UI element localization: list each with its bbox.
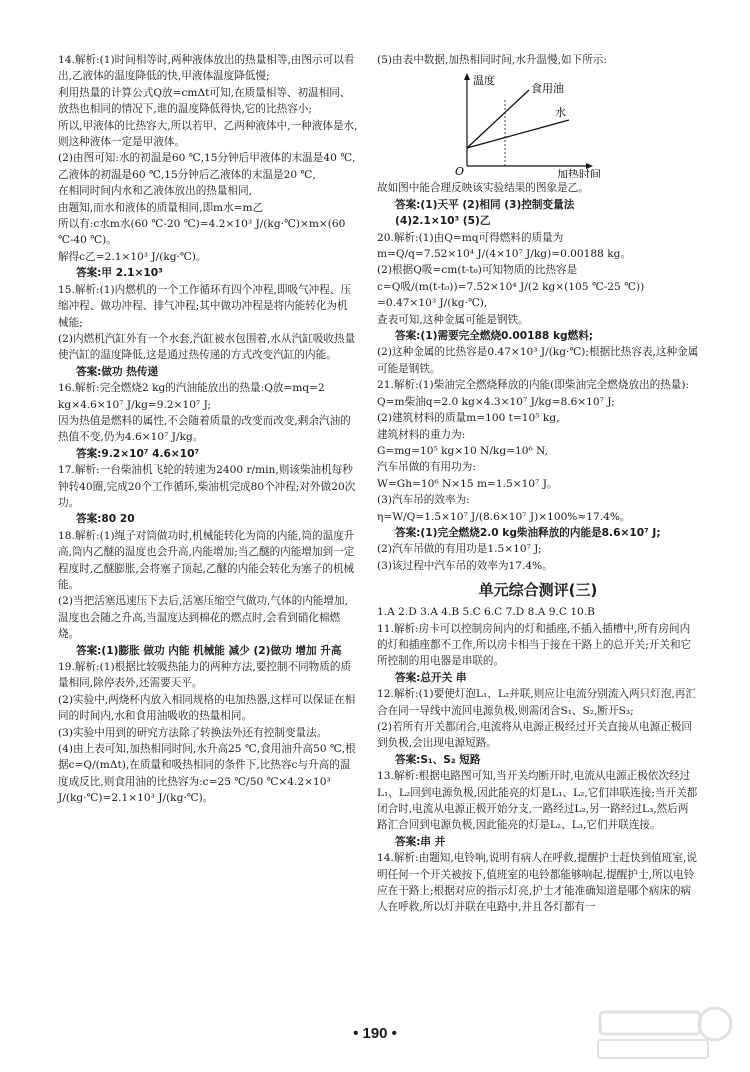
q21-analysis-7: W=Gh=10⁶ N×15 m=1.5×10⁷ J。 xyxy=(377,477,558,490)
left-column xyxy=(58,52,358,807)
y-axis-label: 温度 xyxy=(473,74,495,88)
q11-answer: 答案:总开关 串 xyxy=(395,671,467,684)
right-column xyxy=(377,52,699,916)
q21-analysis-6: 汽车吊做的有用功为: xyxy=(377,461,476,474)
temperature-time-figure xyxy=(437,70,637,178)
q14-analysis-8: 所以有:c水m水(60 ℃-20 ℃)=4.2×10³ J/(kg·℃)×m×(60 ℃-40 ℃)。 xyxy=(58,218,346,247)
mc-answers: 1.A 2.D 3.A 4.B 5.C 6.C 7.D 8.A 9.C 10.B xyxy=(377,606,595,619)
water-series-label: 水 xyxy=(555,106,566,120)
q20-analysis-6: 查表可知,这种金属可能是钢铁。 xyxy=(377,313,529,326)
q15-analysis-1: 15.解析:(1)内燃机的一个工作循环有四个冲程,即吸气冲程、压缩冲程、做功冲程、排气冲程;其中做功冲程是将内能转化为机械能; xyxy=(58,283,352,329)
q21-analysis-3: (2)建筑材料的质量m=100 t=10⁵ kg, xyxy=(377,412,560,425)
q15-analysis-2: (2)内燃机汽缸外有一个水套,汽缸被水包围着,水从汽缸吸收热量使汽缸的温度降低,这是通过热传递的方式改变汽缸的内能。 xyxy=(58,332,356,362)
q21-answer-1: 答案:(1)完全燃烧2.0 kg柴油释放的内能是8.6×10⁷ J; xyxy=(395,526,661,539)
q14-analysis-3: 所以,甲液体的比热容大,所以若甲、乙两种液体中,一种液体是水,则这种液体一定是甲液体。 xyxy=(58,119,358,149)
q21-answer-2: (2)汽车吊做的有用功是1.5×10⁷ J; xyxy=(377,543,542,556)
q21-analysis-5: G=mg=10⁵ kg×10 N/kg=10⁶ N, xyxy=(377,444,549,457)
q19-answer-1: 答案:(1)天平 (2)相同 (3)控制变量法 xyxy=(395,198,575,211)
q21-analysis-4: 建筑材料的重力为: xyxy=(377,428,466,441)
q20-analysis-3: (2)根据Q吸=cm(t-t₀)可知物质的比热容是 xyxy=(377,264,578,277)
q13-answer: 答案:串 并 xyxy=(395,835,446,848)
q21-analysis-8: (3)汽车吊的效率为: xyxy=(377,494,470,507)
q14-analysis-5: 乙液体的初温是60 ℃,15分钟后乙液体的末温是20 ℃, xyxy=(58,168,316,181)
q16-analysis-1: 16.解析:完全燃烧2 kg的汽油能放出的热量:Q放=mq=2 kg×4.6×10⁷ J/kg=9.2×10⁷ J; xyxy=(58,382,325,411)
q19-analysis-4: (4)由上表可知,加热相同时间,水升高25 ℃,食用油升高50 ℃,根据c=Q/(mΔt),在质量和吸热相同的条件下,比热容c与升高的温度成反比,则食用油的比热容为:c=25 ℃/50 ℃×4.2×10³ J/(kg·℃)=2.1×10³ J/(kg·℃)。 xyxy=(58,743,356,805)
q18-answer: 答案:(1)膨胀 做功 内能 机械能 减少 (2)做功 增加 升高 xyxy=(76,644,342,657)
q17-answer: 答案:80 20 xyxy=(76,513,135,526)
q14b-analysis: 14.解析:由题知,电铃响,说明有病人在呼救,提醒护士赶快到值班室,说明任何一个开关被按下,值班室的电铃都能够响起,提醒护士,所以电铃应在干路上;根据对应的指示灯亮,护士才能准确知道是哪个病床的病人在呼救,所以灯并联在电路中,并且各灯都有一 xyxy=(377,852,697,914)
q14-analysis-9: 解得c乙=2.1×10³ J/(kg·℃)。 xyxy=(58,250,207,263)
q19-analysis-2: (2)实验中,两烧杯内放入相同规格的电加热器,这样可以保证在相同的时间内,水和食用油吸收的热量相同。 xyxy=(58,693,356,723)
q15-answer: 答案:做功 热传递 xyxy=(76,365,159,378)
q18-analysis-2: (2)当把活塞迅速压下去后,活塞压缩空气做功,气体的内能增加,温度也会随之升高,当温度达到棉花的燃点时,会看到硝化棉燃烧。 xyxy=(58,595,348,641)
q18-analysis-1: 18.解析:(1)绳子对筒做功时,机械能转化为筒的内能,筒的温度升高,筒内乙醚的温度也会升高,内能增加;当乙醚的内能增加到一定程度时,乙醚膨胀,会将塞子顶起,乙醚的内能会转化为塞子的机械能。 xyxy=(58,529,355,591)
temperature-time-graph xyxy=(437,70,637,178)
q14-answer: 答案:甲 2.1×10³ xyxy=(76,267,163,280)
section-title: 单元综合测评(三) xyxy=(478,581,598,600)
q13-analysis: 13.解析:根据电路图可知,当开关均断开时,电流从电源正极依次经过L₁、L₂回到电源负极,因此能亮的灯是L₁、L₂,它们串联连接;当开关都闭合时,电流从电源正极开始分支,一路经过L₂,另一路经过L₃,然后两路汇合回到电源负极,因此能亮的灯是L₂、L₃,它们并联连接。 xyxy=(377,770,698,832)
origin-label: O xyxy=(455,165,465,179)
q21-analysis-2: Q=m柴油q=2.0 kg×4.3×10⁷ J/kg=8.6×10⁷ J; xyxy=(377,395,615,408)
q21-analysis-9: η=W/Q=1.5×10⁷ J/(8.6×10⁷ J)×100%≈17.4%。 xyxy=(377,510,631,523)
q12-answer: 答案:S₁、S₂ 短路 xyxy=(395,753,481,766)
page-number: • 190 • xyxy=(353,1025,397,1042)
q11-analysis: 11.解析:房卡可以控制房间内的灯和插座,不插入插槽中,所有房间内的灯和插座都不工作,所以房卡相当于接在干路上的总开关;开关和它所控制的用电器是串联的。 xyxy=(377,622,692,668)
q20-analysis-5: =0.47×10³ J/(kg·℃), xyxy=(377,297,488,310)
q12-analysis-2: (2)若所有开关都闭合,电流将从电源正极经过开关直接从电源正极回到负极,会出现电源短路。 xyxy=(377,721,692,750)
q19-analysis-1: 19.解析:(1)根据比较吸热能力的两种方法,要控制不同物质的质量相同,除停表外,还需要天平。 xyxy=(58,661,352,690)
q20-analysis-1: 20.解析:(1)由Q=mq可得燃料的质量为 xyxy=(377,231,564,244)
q16-analysis-2: 因为热值是燃料的属性,不会随着质量的改变而改变,剩余汽油的热值不变,仍为4.6×10⁷ J/kg。 xyxy=(58,414,351,444)
q14-analysis-4: (2)由图可知:水的初温是60 ℃,15分钟后甲液体的末温是40 ℃, xyxy=(58,152,356,165)
q14-analysis-7: 由题知,而水和液体的质量相同,即m水=m乙 xyxy=(58,201,264,214)
q20-answer-1: 答案:(1)需要完全燃烧0.00188 kg燃料; xyxy=(395,330,594,343)
q19-analysis-5: (5)由表中数据,加热相同时间,水升温慢,如下所示: xyxy=(377,54,607,66)
q21-analysis-1: 21.解析:(1)柴油完全燃烧释放的内能(即柴油完全燃烧放出的热量): xyxy=(377,379,690,392)
oil-series-label: 食用油 xyxy=(531,82,564,96)
q21-answer-3: (3)该过程中汽车吊的效率为17.4%。 xyxy=(377,559,553,572)
q20-answer-2: (2)这种金属的比热容是0.47×10³ J/(kg·℃);根据比热容表,这种金属可能是钢铁。 xyxy=(377,346,699,375)
q14-analysis-6: 在相同时间内水和乙液体放出的热量相同, xyxy=(58,185,253,198)
q16-answer: 答案:9.2×10⁷ 4.6×10⁷ xyxy=(76,447,200,460)
q19-answer-2: (4)2.1×10³ (5)乙 xyxy=(395,215,491,228)
q19-analysis-6: 故如图中能合理反映该实验结果的图象是乙。 xyxy=(377,182,589,195)
q19-analysis-3: (3)实验中用到的研究方法除了转换法外还有控制变量法。 xyxy=(58,726,328,739)
q17-analysis: 17.解析:一台柴油机飞轮的转速为2400 r/min,则该柴油机每秒钟转40圈,完成20个工作循环,柴油机完成80个冲程;对外做20次功。 xyxy=(58,464,356,509)
q20-analysis-2: m=Q/q=7.52×10⁴ J/(4×10⁷ J/kg)=0.00188 kg。 xyxy=(377,248,632,261)
q14-analysis-2: 利用热量的计算公式Q放=cmΔt可知,在质量相等、初温相同、放热也相同的情况下,谁的温度降低得快,它的比热容小; xyxy=(58,86,351,116)
q14-analysis-1: 14.解析:(1)时间相等时,两种液体放出的热量相等,由图示可以看出,乙液体的温度降低的快,甲液体温度降低慢; xyxy=(58,54,355,83)
x-axis-label: 加热时间 xyxy=(557,168,601,179)
q20-analysis-4: c=Q吸/(m(t-t₀))=7.52×10⁴ J/(2 kg×(105 ℃-25 ℃)) xyxy=(377,280,645,293)
watermark-logo-icon xyxy=(590,1004,740,1064)
y-axis-arrow xyxy=(464,73,470,80)
q12-analysis-1: 12.解析:(1)要使灯泡L₁、L₂并联,则应让电流分别流入两只灯泡,再汇合在同一导线中流回电源负极,则需闭合S₁、S₂,断开S₃; xyxy=(377,688,696,717)
